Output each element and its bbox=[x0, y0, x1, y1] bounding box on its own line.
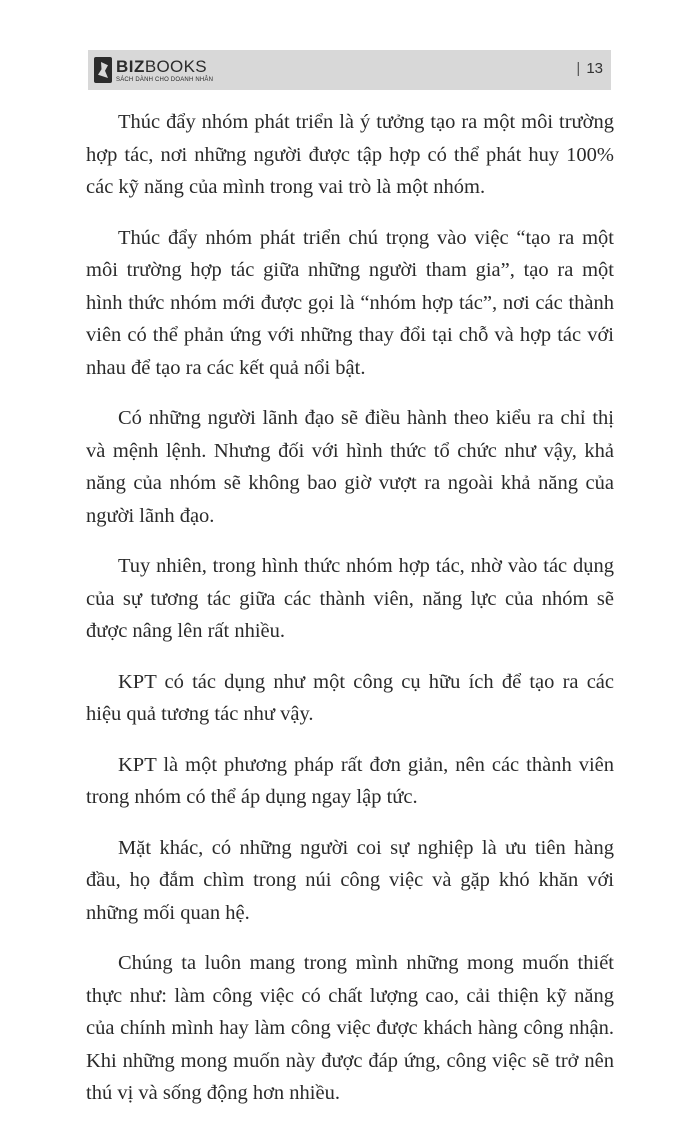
brand-tagline: SÁCH DÀNH CHO DOANH NHÂN bbox=[116, 76, 214, 83]
paragraph: KPT là một phương pháp rất đơn giản, nên các thành viên trong nhóm có thể áp dụng ngay lập tức. bbox=[86, 753, 614, 808]
page-body bbox=[86, 106, 614, 1128]
logo-text bbox=[116, 58, 213, 83]
page-number: 13 bbox=[586, 60, 603, 77]
paragraph: Mặt khác, có những người coi sự nghiệp là ưu tiên hàng đầu, họ đắm chìm trong núi công việc và gặp khó khăn với những mối quan hệ. bbox=[86, 836, 614, 924]
bizbooks-logo-icon bbox=[94, 57, 112, 83]
paragraph: Tuy nhiên, trong hình thức nhóm hợp tác, nhờ vào tác dụng của sự tương tác giữa các thành viên, năng lực của nhóm sẽ được nâng lên rất nhiều. bbox=[86, 555, 614, 642]
paragraph: Thúc đẩy nhóm phát triển chú trọng vào việc “tạo ra một môi trường hợp tác giữa những người tham gia”, tạo ra một hình thức nhóm mới được gọi là “nhóm hợp tác”, nơi các thành viên có thể phản ứng với những thay đổi tại chỗ và hợp tác với nhau để tạo ra các kết quả nổi bật. bbox=[86, 226, 614, 379]
page-header bbox=[88, 50, 611, 90]
paragraph: Thúc đẩy nhóm phát triển là ý tưởng tạo ra một môi trường hợp tác, nơi những người được tập hợp có thể phát huy 100% các kỹ năng của mình trong vai trò là một nhóm. bbox=[86, 111, 614, 198]
page-separator: | bbox=[576, 60, 581, 77]
brand-main: BIZ bbox=[116, 56, 145, 76]
publisher-logo bbox=[94, 54, 213, 86]
paragraph: Chúng ta luôn mang trong mình những mong muốn thiết thực như: làm công việc có chất lượng cao, cải thiện kỹ năng của chính mình hay làm công việc được khách hàng công nhận. Khi những mong muốn này được đáp ứng, công việc sẽ trở nên thú vị và sống động hơn nhiều. bbox=[86, 952, 614, 1104]
paragraph: Có những người lãnh đạo sẽ điều hành theo kiểu ra chỉ thị và mệnh lệnh. Nhưng đối với hình thức tổ chức như vậy, khả năng của nhóm sẽ không bao giờ vượt ra ngoài khả năng của người lãnh đạo. bbox=[86, 407, 614, 527]
paragraph: KPT có tác dụng như một công cụ hữu ích để tạo ra các hiệu quả tương tác như vậy. bbox=[86, 670, 614, 725]
page-number-block bbox=[576, 60, 603, 77]
brand-name bbox=[116, 58, 213, 75]
brand-sub: BOOKS bbox=[144, 56, 207, 76]
